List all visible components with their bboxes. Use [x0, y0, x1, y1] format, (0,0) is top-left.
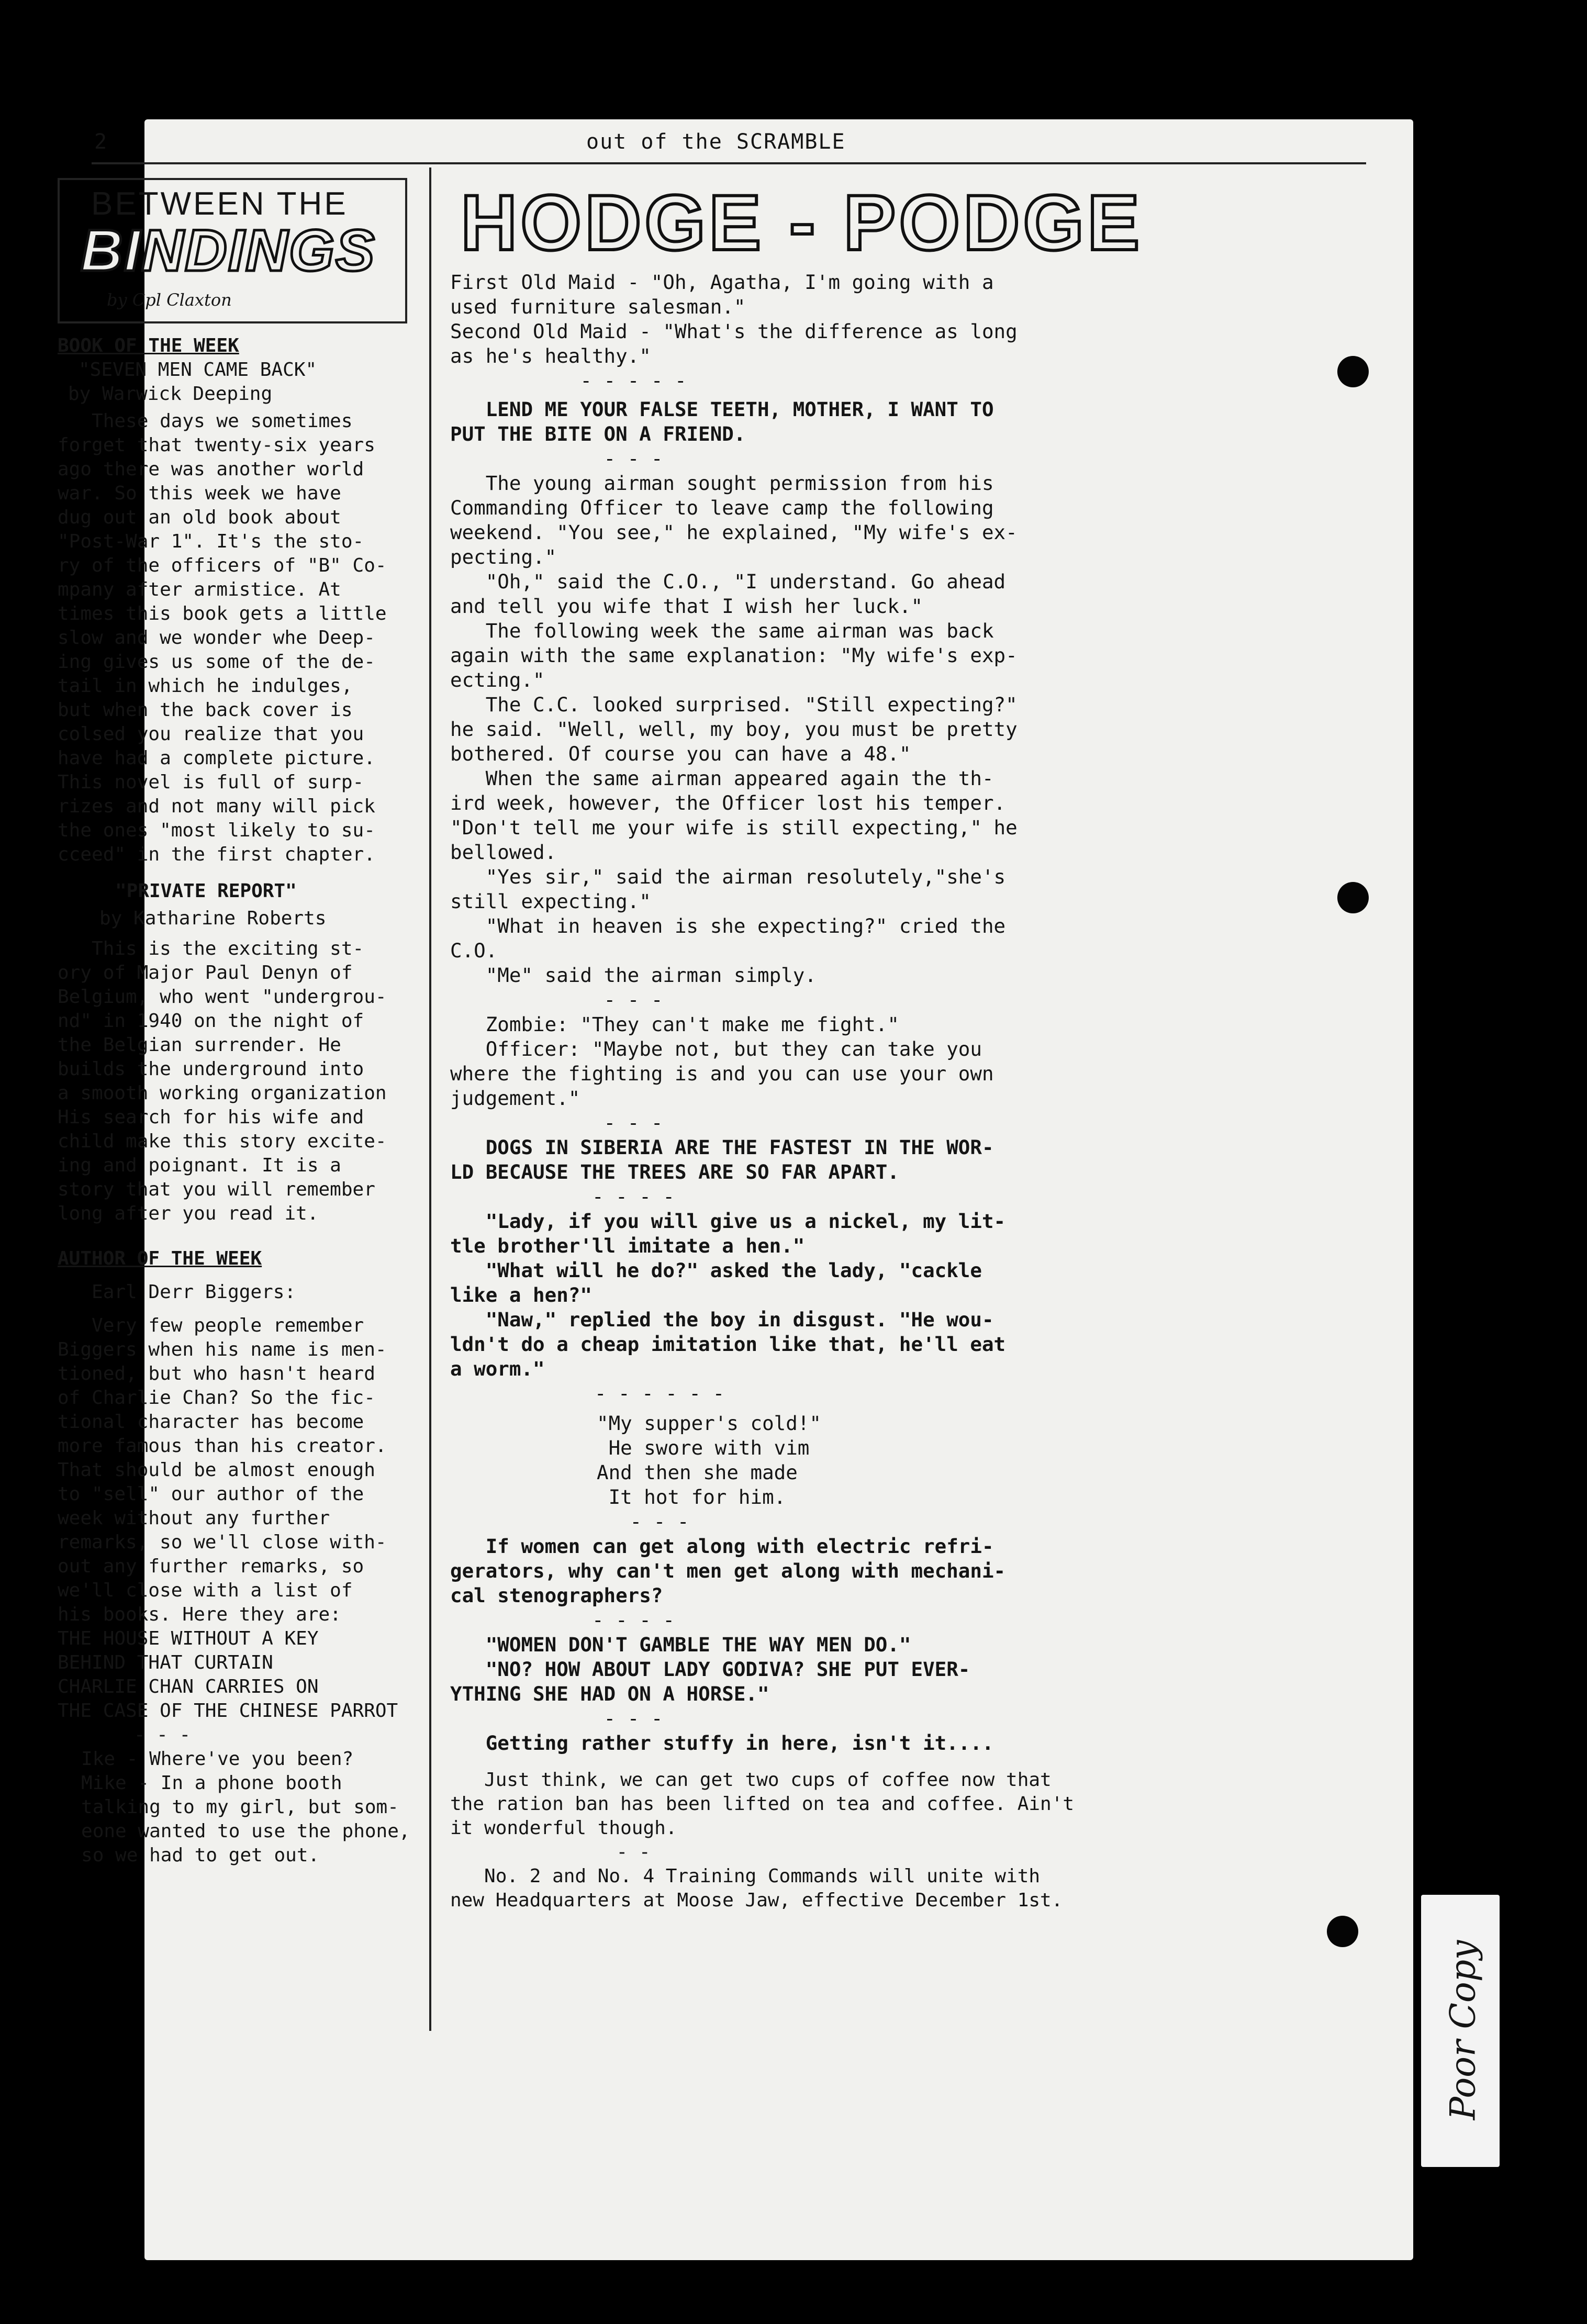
stuffy-joke: Getting rather stuffy in here, isn't it....: [450, 1731, 994, 1755]
book-list: THE HOUSE WITHOUT A KEY BEHIND THAT CURTAIN CHARLIE CHAN CARRIES ON THE CASE OF THE CHINESE PARROT: [58, 1628, 398, 1722]
left-column: [58, 178, 413, 1868]
publication-title: out of the SCRAMBLE: [586, 130, 846, 154]
separator: - - -: [133, 1724, 191, 1746]
lady-godiva-joke: "WOMEN DON'T GAMBLE THE WAY MEN DO." "NO? HOW ABOUT LADY GODIVA? SHE PUT EVER- YTHING SHE HAD ON A HORSE.": [450, 1633, 970, 1705]
author-body: Very few people remember Biggers when his name is men- tioned, but who hasn't heard of Charlie Chan? So the fic- tional character has become more famous than his creator. That should be almost enough to "sell" our author of the week without any further remarks, so we'll close with- out any further remarks, so we'll close with a list of his books. Here they are:: [58, 1315, 387, 1625]
separator: - - - - - -: [594, 1382, 725, 1405]
coffee-note: Just think, we can get two cups of coffee now that the ration ban has been lifted on tea and coffee. Ain't it wonderful though.: [450, 1769, 1075, 1839]
refrigerator-joke: If women can get along with electric refri- gerators, why can't men get along with mechani- cal stenographers?: [450, 1535, 1006, 1607]
separator: - - - - -: [580, 369, 687, 392]
poor-copy-text: Poor Copy: [1443, 1940, 1483, 2120]
punch-hole: [1337, 356, 1369, 387]
zombie-joke: Zombie: "They can't make me fight." Officer: "Maybe not, but they can take you where the fighting is and you can use your own judgement.": [450, 1013, 994, 1110]
separator: - - - -: [591, 1608, 675, 1632]
book1-body: These days we sometimes forget that twenty-six years ago there was another world war. So this week we have dug out an old book about "Post-War 1". It's the sto- ry of the officers of "B" Co- mpany after armistice. At times this book gets a little slow and we wonder whe Deep- ing gives us some of the de- tail in which he indulges, but when the back cover is colsed you realize that you have had a complete picture. This novel is full of surp- rizes and not many will pick the ones "most likely to su- ccеed" in the first chapter.: [58, 410, 387, 865]
separator: - -: [616, 1841, 651, 1863]
book-of-week-heading: BOOK OF THE WEEK: [58, 335, 239, 356]
old-maid-joke: First Old Maid - "Oh, Agatha, I'm going with a used furniture salesman." Second Old Maid - "What's the difference as long as he's healthy.": [450, 271, 1018, 367]
airman-story: The young airman sought permission from his Commanding Officer to leave camp the following weekend. "You see," he explained, "My wife's ex- pecting." "Oh," said the C.O., "I understand. Go ahead and tell you wife that I wish her luck." The following week the same airman was back again with the same explanation: "My wife's exp- ecting." The C.C. looked surprised. "Still expecting?" he said. "Well, well, my boy, you must be pretty bothered. Of course you can have a 48." When the same airman appeared again the th- ird week, however, the Officer lost his temper. "Don't tell me your wife is still expecting," he bellowed. "Yes sir," said the airman resolutely,"she's still expecting." "What in heaven is she expecting?" cried the C.O. "Me" said the airman simply.: [450, 472, 1018, 987]
ike-mike-joke: Ike - Where've you been? Mike - In a phone booth talking to my girl, but som- eone wanted to use the phone, so we had to get out.: [81, 1748, 410, 1866]
author-name: Earl Derr Biggers:: [58, 1281, 296, 1303]
right-column: [450, 178, 1235, 1913]
banner-line-2: BINDINGS: [81, 218, 376, 283]
page-header: [94, 130, 1361, 166]
false-teeth-joke: LEND ME YOUR FALSE TEETH, MOTHER, I WANT TO PUT THE BITE ON A FRIEND.: [450, 398, 994, 445]
book2-author: by Katharine Roberts: [99, 908, 327, 929]
supper-poem: "My supper's cold!" He swore with vim And then she made It hot for him.: [597, 1412, 821, 1509]
separator: - - -: [603, 988, 663, 1011]
separator: - - -: [603, 1707, 663, 1730]
separator: - - -: [603, 1111, 663, 1134]
separator: - - - -: [591, 1185, 675, 1208]
archive-label: [1421, 1895, 1500, 2167]
between-the-bindings-banner: [58, 178, 407, 323]
separator: - - -: [603, 447, 663, 470]
book2-body: This is the exciting st- ory of Major Paul Denyn of Belgium, who went "undergrou- nd" in 1940 on the night of the Belgian surrender. He builds the underground into a smooth working organization His search for his wife and child make this story excite- ing and poignant. It is a story that you will remember long after you read it.: [58, 938, 387, 1224]
book1-author: by Warwick Deeping: [68, 383, 273, 405]
author-of-week-heading: AUTHOR OF THE WEEK: [58, 1248, 262, 1269]
punch-hole: [1327, 1916, 1358, 1947]
training-commands-note: No. 2 and No. 4 Training Commands will unite with new Headquarters at Moose Jaw, effective December 1st.: [450, 1865, 1063, 1911]
punch-hole: [1337, 882, 1369, 913]
hodge-podge-banner: HODGE - PODGE: [461, 178, 1143, 266]
separator: - - -: [630, 1510, 689, 1533]
column-divider: [429, 167, 431, 2031]
book2-title: "PRIVATE REPORT": [115, 880, 297, 902]
book1-title: "SEVEN MEN CAME BACK": [79, 359, 317, 381]
banner-line-1: BETWEEN THE: [91, 186, 348, 222]
hen-joke: "Lady, if you will give us a nickel, my lit- tle brother'll imitate a hen." "What will he do?" asked the lady, "cackle like a hen?" "Naw," replied the boy in disgust. "He wou- ldn't do a cheap imitation like that, he'll eat a worm.": [450, 1210, 1006, 1380]
banner-byline: by Cpl Claxton: [107, 290, 232, 310]
header-rule: [92, 162, 1366, 164]
siberia-joke: DOGS IN SIBERIA ARE THE FASTEST IN THE WOR- LD BECAUSE THE TREES ARE SO FAR APART.: [450, 1136, 994, 1183]
page-number: 2: [94, 130, 107, 154]
